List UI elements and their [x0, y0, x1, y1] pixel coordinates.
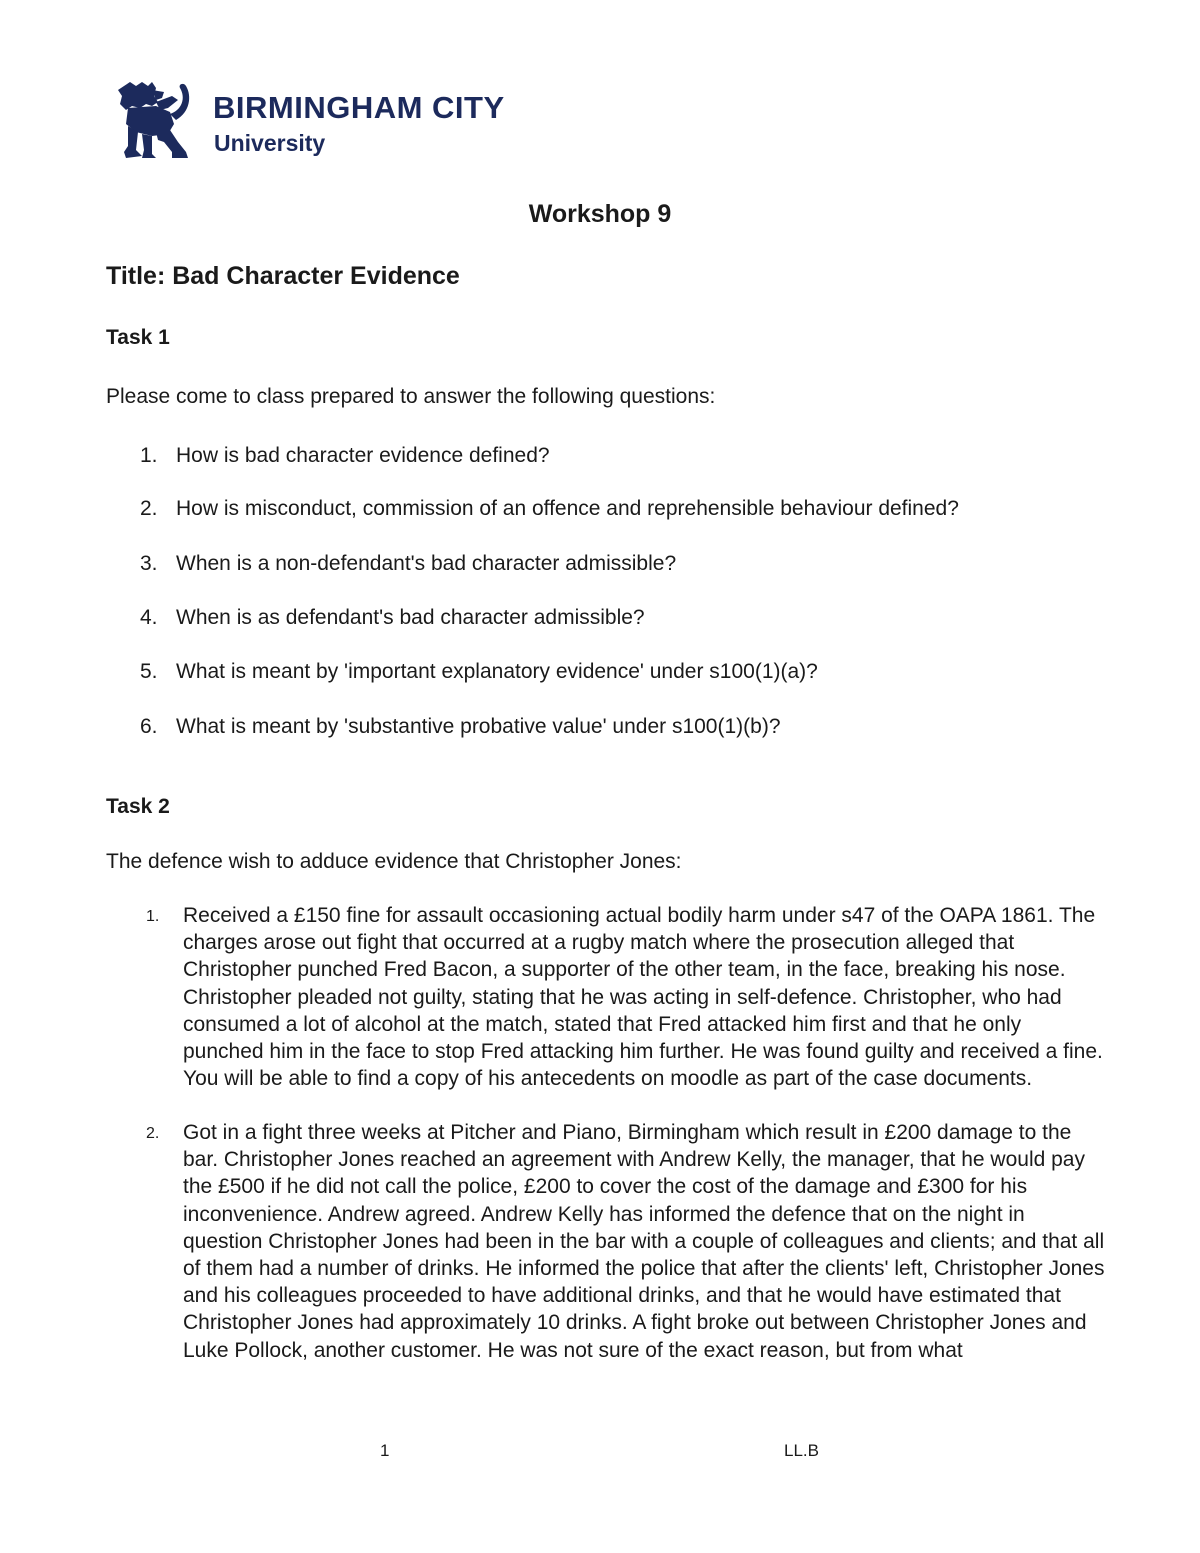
page-number: 1 — [380, 1441, 390, 1460]
list-item-text: Received a £150 fine for assault occasioning actual bodily harm under s47 of the OAPA 1861. The charges arose out fight that occurred at a rugby match where the prosecution alleged that Christopher punched Fred Bacon, a supporter of the other team, in the face, breaking his nose. Christopher pleaded not guilty, stating that he was acting in self-defence. Christopher, who had consumed a lot of alcohol at the match, stated that Fred attacked him first and that he only punched him in the face to stop Fred attacking him further. He was found guilty and received a fine. You will be able to find a copy of his antecedents on moodle as part of the case documents. — [183, 904, 1103, 1091]
footer-course: LL.B — [784, 1441, 819, 1460]
task2-intro: The defence wish to adduce evidence that Christopher Jones: — [106, 850, 682, 873]
list-item-number: 2. — [146, 1125, 160, 1142]
logo-text-line1: BIRMINGHAM CITY — [213, 90, 505, 125]
question-item — [140, 606, 645, 630]
question-number: 2. — [140, 497, 158, 520]
lion-rampant-icon — [112, 80, 208, 162]
question-number: 3. — [140, 552, 158, 575]
logo-text-line2: University — [214, 130, 326, 156]
question-text: What is meant by 'substantive probative value' under s100(1)(b)? — [176, 715, 781, 738]
question-number: 6. — [140, 715, 158, 738]
task1-heading: Task 1 — [106, 326, 170, 349]
question-item — [140, 444, 550, 468]
question-item — [140, 715, 781, 739]
question-text: What is meant by 'important explanatory evidence' under s100(1)(a)? — [176, 660, 818, 683]
question-item — [140, 552, 676, 576]
question-text: How is bad character evidence defined? — [176, 444, 550, 467]
workshop-heading: Workshop 9 — [528, 200, 672, 228]
university-logo — [112, 80, 505, 164]
question-text: When is a non-defendant's bad character admissible? — [176, 552, 677, 575]
task1-intro: Please come to class prepared to answer the following questions: — [106, 385, 716, 408]
question-item — [140, 660, 818, 684]
question-number: 4. — [140, 606, 158, 629]
list-item — [146, 1119, 1106, 1364]
question-item — [140, 497, 959, 521]
list-item — [146, 902, 1106, 1092]
question-number: 1. — [140, 444, 158, 467]
task2-heading: Task 2 — [106, 795, 170, 818]
list-item-text: Got in a fight three weeks at Pitcher and Piano, Birmingham which result in £200 damage to the bar. Christopher Jones reached an agreement with Andrew Kelly, the manager, that he would pay the £500 if he did not call the police, £200 to cover the cost of the damage and £300 for his inconvenience. Andrew agreed. Andrew Kelly has informed the defence that on the night in question Christopher Jones had been in the bar with a couple of colleagues and clients; and that all of them had a number of drinks. He informed the police that after the clients' left, Christopher Jones and his colleagues proceeded to have additional drinks, and that he would have estimated that Christopher Jones had approximately 10 drinks. A fight broke out between Christopher Jones and Luke Pollock, another customer. He was not sure of the exact reason, but from what — [183, 1121, 1105, 1362]
question-text: How is misconduct, commission of an offence and reprehensible behaviour defined? — [176, 497, 959, 520]
document-title: Title: Bad Character Evidence — [106, 262, 460, 290]
question-text: When is as defendant's bad character admissible? — [176, 606, 645, 629]
question-number: 5. — [140, 660, 158, 683]
list-item-number: 1. — [146, 908, 160, 925]
